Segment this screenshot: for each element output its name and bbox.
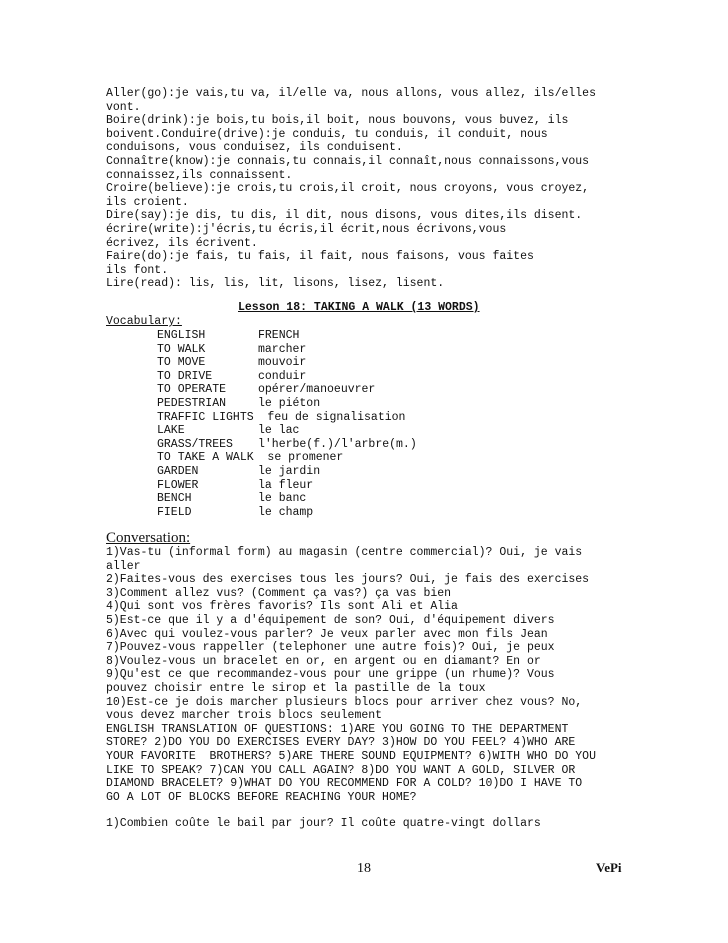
verb-line: écrire(write):j'écris,tu écris,il écrit,nous écrivons,vous [106, 222, 507, 236]
vocabulary-french: le champ [258, 505, 314, 519]
conversation-line: 5)Est-ce que il y a d'équipement de son? Oui, d'équipement divers [106, 613, 555, 627]
vocabulary-english: GRASS/TREES [157, 437, 233, 451]
vocabulary-french: opérer/manoeuvrer [258, 383, 376, 397]
vocabulary-french: le lac [258, 424, 300, 438]
verb-line: Dire(say):je dis, tu dis, il dit, nous disons, vous dites,ils disent. [106, 209, 583, 223]
verb-conjugations [106, 87, 596, 291]
lesson-title: Lesson 18: TAKING A WALK (13 WORDS) [238, 301, 480, 314]
vocabulary-label: Vocabulary: [106, 315, 182, 328]
conversation-line: STORE? 2)DO YOU DO EXERCISES EVERY DAY? 3)HOW DO YOU FEEL? 4)WHO ARE [106, 736, 576, 750]
conversation-text [106, 546, 596, 804]
verb-line: ils font. [106, 263, 169, 277]
vocabulary-english: ENGLISH [157, 329, 206, 342]
conversation-line: 3)Comment allez vus? (Comment ça vas?) ça vas bien [106, 586, 452, 600]
verb-line: ils croient. [106, 195, 189, 209]
vocabulary-english: BENCH [157, 492, 192, 506]
verb-line: connaissez,ils connaissent. [106, 168, 293, 182]
conversation-line: 1)Vas-tu (informal form) au magasin (centre commercial)? Oui, je vais [106, 546, 583, 559]
conversation-line: 4)Qui sont vos frères favoris? Ils sont Ali et Alia [106, 600, 458, 614]
vocabulary-french: le piéton [258, 396, 321, 410]
vocabulary-french: le jardin [258, 464, 321, 478]
conversation-line: 7)Pouvez-vous rappeller (telephoner une autre fois)? Oui, je peux [106, 641, 555, 655]
vocabulary-french: la fleur [258, 478, 314, 492]
verb-line: conduisons, vous conduisez, ils conduisent. [106, 141, 403, 155]
verb-line: Boire(drink):je bois,tu bois,il boit, nous bouvons, vous buvez, ils [106, 114, 569, 128]
vocabulary-english: PEDESTRIAN [157, 396, 227, 410]
vocabulary-english: TO TAKE A WALK se promener [157, 451, 344, 465]
vocabulary-english: GARDEN [157, 464, 199, 478]
vocabulary-english: TRAFFIC LIGHTS feu de signalisation [157, 410, 406, 424]
vocabulary-english: TO OPERATE [157, 383, 227, 397]
vocabulary-french: mouvoir [258, 356, 307, 370]
conversation-line: DIAMOND BRACELET? 9)WHAT DO YOU RECOMMEND FOR A COLD? 10)DO I HAVE TO [106, 777, 583, 791]
vocabulary-english: FIELD [157, 505, 192, 519]
verb-line: boivent.Conduire(drive):je conduis, tu conduis, il conduit, nous [106, 127, 548, 141]
conversation-line: GO A LOT OF BLOCKS BEFORE REACHING YOUR HOME? [106, 790, 417, 804]
verb-line: écrivez, ils écrivent. [106, 236, 258, 250]
conversation-label: Conversation: [106, 530, 191, 546]
vocabulary-french: conduir [258, 369, 307, 383]
vocabulary-english: TO MOVE [157, 356, 206, 370]
vocabulary-english: TO WALK [157, 342, 206, 356]
conversation-line: 6)Avec qui voulez-vous parler? Je veux parler avec mon fils Jean [106, 627, 548, 641]
verb-line: Croire(believe):je crois,tu crois,il croit, nous croyons, vous croyez, [106, 182, 590, 196]
conversation-line: LIKE TO SPEAK? 7)CAN YOU CALL AGAIN? 8)DO YOU WANT A GOLD, SILVER OR [106, 763, 576, 777]
conversation-line: aller [106, 559, 141, 573]
vocabulary-english: LAKE [157, 424, 185, 438]
conversation-line: pouvez choisir entre le sirop et la pastille de la toux [106, 681, 486, 695]
final-question: 1)Combien coûte le bail par jour? Il coûte quatre-vingt dollars [106, 817, 541, 830]
verb-line: Lire(read): lis, lis, lit, lisons, lisez, lisent. [106, 277, 445, 291]
vocabulary-french: le banc [258, 492, 307, 506]
verb-line: Aller(go):je vais,tu va, il/elle va, nous allons, vous allez, ils/elles [106, 87, 596, 100]
page-number: 18 [357, 861, 371, 876]
vocabulary-french: FRENCH [258, 329, 300, 342]
vocabulary-french: l'herbe(f.)/l'arbre(m.) [258, 437, 417, 451]
verb-line: vont. [106, 100, 141, 114]
conversation-line: vous devez marcher trois blocs seulement [106, 709, 383, 723]
conversation-line: 9)Qu'est ce que recommandez-vous pour une grippe (un rhume)? Vous [106, 668, 555, 682]
verb-line: Connaître(know):je connais,tu connais,il connaît,nous connaissons,vous [106, 154, 590, 168]
conversation-line: 8)Voulez-vous un bracelet en or, en argent ou en diamant? En or [106, 654, 541, 668]
verb-line: Faire(do):je fais, tu fais, il fait, nous faisons, vous faites [106, 250, 534, 264]
conversation-line: YOUR FAVORITE BROTHERS? 5)ARE THERE SOUND EQUIPMENT? 6)WITH WHO DO YOU [106, 749, 596, 763]
conversation-line: 2)Faites-vous des exercises tous les jours? Oui, je fais des exercises [106, 573, 590, 587]
vocabulary-english: FLOWER [157, 478, 199, 492]
vocabulary-english: TO DRIVE [157, 369, 213, 383]
footer-brand: VePi [596, 860, 622, 875]
conversation-line: ENGLISH TRANSLATION OF QUESTIONS: 1)ARE YOU GOING TO THE DEPARTMENT [106, 722, 569, 736]
vocabulary-french: marcher [258, 342, 307, 356]
conversation-line: 10)Est-ce je dois marcher plusieurs blocs pour arriver chez vous? No, [106, 695, 583, 709]
